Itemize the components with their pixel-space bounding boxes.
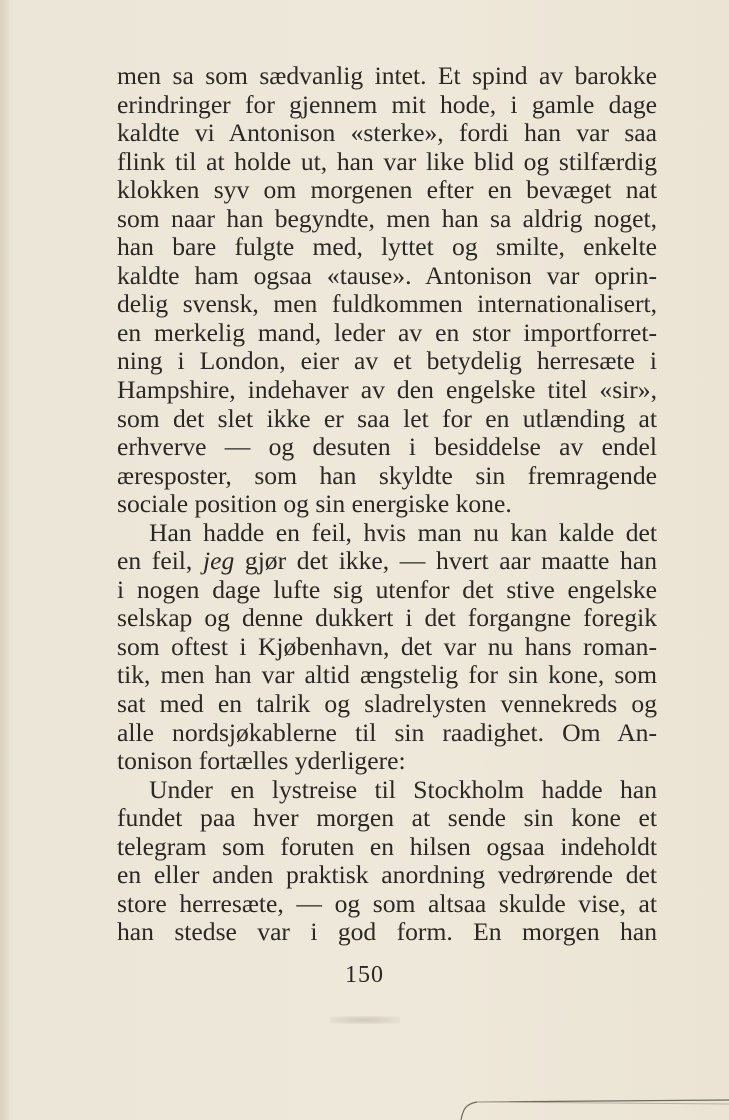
page-edge-curl bbox=[455, 1086, 729, 1120]
page-number: 150 bbox=[345, 962, 384, 988]
text-line: alle nordsjøkablerne til sin raadighet. Om An- bbox=[117, 717, 657, 747]
text-line: tonison fortælles yderligere: bbox=[117, 746, 406, 776]
text-line: tik, men han var altid ængstelig for sin kone, som bbox=[117, 660, 657, 690]
text-line: delig svensk, men fuldkommen internationalisert, bbox=[117, 289, 657, 319]
text-line bbox=[117, 547, 657, 576]
text-line: som oftest i Kjøbenhavn, det var nu hans roman- bbox=[117, 631, 657, 661]
ink-smudge bbox=[330, 1016, 400, 1024]
text-line: klokken syv om morgenen efter en bevæget nat bbox=[117, 175, 657, 205]
text-segment: gjør det ikke, — hvert aar maatte han bbox=[234, 546, 657, 576]
text-line: telegram som foruten en hilsen ogsaa indeholdt bbox=[117, 831, 657, 861]
text-line: kaldte vi Antonison «sterke», fordi han var saa bbox=[117, 118, 657, 148]
text-line: som det slet ikke er saa let for en utlænding at bbox=[117, 403, 657, 433]
text-line: i nogen dage lufte sig utenfor det stive engelske bbox=[117, 574, 657, 604]
italic-word: jeg bbox=[202, 546, 235, 576]
text-line: sat med en talrik og sladrelysten vennekreds og bbox=[117, 689, 657, 719]
text-line: Hampshire, indehaver av den engelske titel «sir», bbox=[117, 375, 657, 405]
text-line: en eller anden praktisk anordning vedrørende det bbox=[117, 860, 657, 890]
text-line: selskap og denne dukkert i det forgangne foregik bbox=[117, 603, 657, 633]
body-text bbox=[117, 62, 657, 947]
text-line: erindringer for gjennem mit hode, i gamle dage bbox=[117, 89, 657, 119]
text-line: ning i London, eier av et betydelig herresæte i bbox=[117, 346, 657, 376]
text-line: Under en lystreise til Stockholm hadde han bbox=[149, 774, 657, 804]
text-segment: en feil, bbox=[117, 546, 203, 576]
text-line: som naar han begyndte, men han sa aldrig noget, bbox=[117, 203, 657, 233]
text-line: han bare fulgte med, lyttet og smilte, enkelte bbox=[117, 232, 657, 262]
text-line: Han hadde en feil, hvis man nu kan kalde det bbox=[149, 517, 657, 547]
text-line: flink til at holde ut, han var like blid og stilfærdig bbox=[117, 146, 657, 176]
text-line: sociale position og sin energiske kone. bbox=[117, 489, 512, 519]
text-line: store herresæte, — og som altsaa skulde vise, at bbox=[117, 888, 657, 918]
text-line: kaldte ham ogsaa «tause». Antonison var oprin- bbox=[117, 260, 657, 290]
text-line: æresposter, som han skyldte sin fremragende bbox=[117, 460, 657, 490]
text-line: han stedse var i god form. En morgen han bbox=[117, 917, 657, 947]
text-line: men sa som sædvanlig intet. Et spind av barokke bbox=[117, 61, 657, 90]
page-gutter-shadow bbox=[0, 0, 10, 1120]
text-line: fundet paa hver morgen at sende sin kone et bbox=[117, 803, 657, 833]
text-line: en merkelig mand, leder av en stor importforret- bbox=[117, 317, 657, 347]
text-line: erhverve — og desuten i besiddelse av endel bbox=[117, 432, 657, 462]
